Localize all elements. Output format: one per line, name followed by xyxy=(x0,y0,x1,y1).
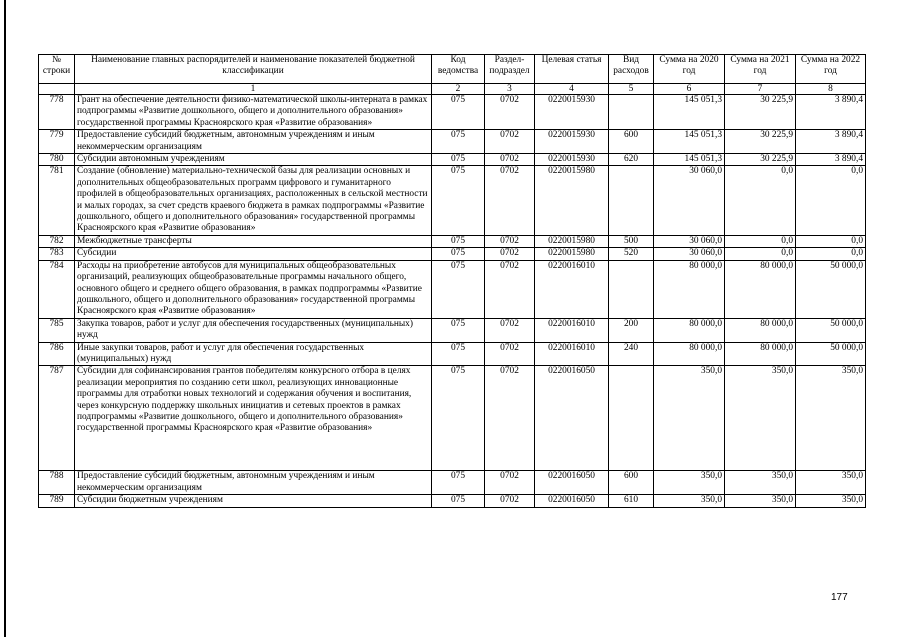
expense-kind: 610 xyxy=(609,495,654,507)
sum-2021: 80 000,0 xyxy=(725,342,796,366)
column-number: 5 xyxy=(609,84,654,95)
header-target-article: Целевая статья xyxy=(535,55,609,84)
dept-code: 075 xyxy=(432,235,485,247)
sum-2022: 50 000,0 xyxy=(796,318,866,342)
table-row xyxy=(39,260,866,318)
target-article: 0220016010 xyxy=(535,342,609,366)
header-sum-2021: Сумма на 2021 год xyxy=(725,55,796,84)
expense-kind: 600 xyxy=(609,130,654,154)
sum-2022: 0,0 xyxy=(796,166,866,235)
sum-2020: 30 060,0 xyxy=(654,166,725,235)
header-sum-2020: Сумма на 2020 год xyxy=(654,55,725,84)
section-code: 0702 xyxy=(485,130,535,154)
dept-code: 075 xyxy=(432,260,485,318)
sum-2020: 145 051,3 xyxy=(654,154,725,166)
section-code: 0702 xyxy=(485,166,535,235)
sum-2022: 0,0 xyxy=(796,248,866,260)
row-name: Предоставление субсидий бюджетным, автономным учреждениям и иным некоммерческим организациям xyxy=(75,130,432,154)
expense-kind: 600 xyxy=(609,471,654,495)
row-name: Предоставление субсидий бюджетным, автономным учреждениям и иным некоммерческим организациям xyxy=(75,471,432,495)
expense-kind: 500 xyxy=(609,235,654,247)
row-name: Создание (обновление) материально-технической базы для реализации основных и дополнительных общеобразовательных программ цифрового и гуманитарного профилей в общеобразовательных организациях, расположенных в сельской местности и малых городах, за счет средств краевого бюджета в рамках подпрограммы «Развитие дошкольного, общего и дополнительного образования» государственной программы Красноярского края «Развитие образования» xyxy=(75,166,432,235)
row-number: 779 xyxy=(39,130,75,154)
table-row xyxy=(39,166,866,235)
table-row xyxy=(39,95,866,130)
dept-code: 075 xyxy=(432,318,485,342)
column-number: 7 xyxy=(725,84,796,95)
sum-2021: 0,0 xyxy=(725,235,796,247)
dept-code: 075 xyxy=(432,366,485,471)
sum-2020: 350,0 xyxy=(654,495,725,507)
section-code: 0702 xyxy=(485,248,535,260)
section-code: 0702 xyxy=(485,235,535,247)
row-number: 786 xyxy=(39,342,75,366)
table-row xyxy=(39,471,866,495)
table-row xyxy=(39,318,866,342)
sum-2022: 3 890,4 xyxy=(796,95,866,130)
target-article: 0220015980 xyxy=(535,235,609,247)
target-article: 0220016010 xyxy=(535,318,609,342)
row-name: Иные закупки товаров, работ и услуг для обеспечения государственных (муниципальных) нужд xyxy=(75,342,432,366)
section-code: 0702 xyxy=(485,95,535,130)
row-number: 784 xyxy=(39,260,75,318)
column-number: 8 xyxy=(796,84,866,95)
expense-kind: 620 xyxy=(609,154,654,166)
target-article: 0220015930 xyxy=(535,130,609,154)
target-article: 0220015980 xyxy=(535,166,609,235)
row-name: Расходы на приобретение автобусов для муниципальных общеобразовательных организаций, реализующих общеобразовательные программы начального общего, основного общего и среднего общего образования, в рамках подпрограммы «Развитие дошкольного, общего и дополнительного образования» государственной программы Красноярского края «Развитие образования» xyxy=(75,260,432,318)
dept-code: 075 xyxy=(432,248,485,260)
column-number: 3 xyxy=(485,84,535,95)
row-number: 783 xyxy=(39,248,75,260)
header-name: Наименование главных распорядителей и наименование показателей бюджетной классификации xyxy=(75,55,432,84)
sum-2022: 50 000,0 xyxy=(796,260,866,318)
budget-table xyxy=(38,54,866,508)
target-article: 0220016010 xyxy=(535,260,609,318)
sum-2021: 80 000,0 xyxy=(725,318,796,342)
row-number: 782 xyxy=(39,235,75,247)
dept-code: 075 xyxy=(432,166,485,235)
expense-kind xyxy=(609,95,654,130)
expense-kind: 200 xyxy=(609,318,654,342)
expense-kind xyxy=(609,166,654,235)
sum-2021: 30 225,9 xyxy=(725,130,796,154)
sum-2022: 350,0 xyxy=(796,471,866,495)
sum-2022: 350,0 xyxy=(796,366,866,471)
dept-code: 075 xyxy=(432,471,485,495)
dept-code: 075 xyxy=(432,342,485,366)
row-name: Грант на обеспечение деятельности физико-математической школы-интерната в рамках подпрограммы «Развитие дошкольного, общего и дополнительного образования» государственной программы Красноярского края «Развитие образования» xyxy=(75,95,432,130)
sum-2020: 30 060,0 xyxy=(654,235,725,247)
target-article: 0220016050 xyxy=(535,495,609,507)
sum-2021: 350,0 xyxy=(725,495,796,507)
table-row xyxy=(39,248,866,260)
column-number xyxy=(39,84,75,95)
sum-2021: 80 000,0 xyxy=(725,260,796,318)
section-code: 0702 xyxy=(485,318,535,342)
column-number: 2 xyxy=(432,84,485,95)
table-header-row xyxy=(39,55,866,84)
column-number: 4 xyxy=(535,84,609,95)
target-article: 0220015930 xyxy=(535,95,609,130)
sum-2022: 50 000,0 xyxy=(796,342,866,366)
header-sum-2022: Сумма на 2022 год xyxy=(796,55,866,84)
table-row xyxy=(39,366,866,471)
row-number: 780 xyxy=(39,154,75,166)
expense-kind: 240 xyxy=(609,342,654,366)
sum-2021: 30 225,9 xyxy=(725,95,796,130)
section-code: 0702 xyxy=(485,260,535,318)
row-name: Субсидии для софинансирования грантов победителям конкурсного отбора в целях реализации мероприятия по созданию сети школ, реализующих инновационные программы для отработки новых технологий и содержания обучения и воспитания, через конкурсную поддержку школьных инициатив и сетевых проектов в рамках подпрограммы «Развитие дошкольного, общего и дополнительного образования» государственной программы Красноярского края «Развитие образования» xyxy=(75,366,432,471)
sum-2022: 3 890,4 xyxy=(796,130,866,154)
table-row xyxy=(39,342,866,366)
expense-kind: 520 xyxy=(609,248,654,260)
row-number: 787 xyxy=(39,366,75,471)
row-number: 785 xyxy=(39,318,75,342)
dept-code: 075 xyxy=(432,95,485,130)
section-code: 0702 xyxy=(485,154,535,166)
column-number: 6 xyxy=(654,84,725,95)
sum-2020: 80 000,0 xyxy=(654,342,725,366)
sum-2022: 3 890,4 xyxy=(796,154,866,166)
sum-2022: 350,0 xyxy=(796,495,866,507)
section-code: 0702 xyxy=(485,495,535,507)
header-section: Раздел-подраздел xyxy=(485,55,535,84)
target-article: 0220016050 xyxy=(535,471,609,495)
target-article: 0220016050 xyxy=(535,366,609,471)
target-article: 0220015980 xyxy=(535,248,609,260)
row-name: Субсидии бюджетным учреждениям xyxy=(75,495,432,507)
sum-2021: 350,0 xyxy=(725,366,796,471)
target-article: 0220015930 xyxy=(535,154,609,166)
sum-2021: 0,0 xyxy=(725,248,796,260)
row-number: 788 xyxy=(39,471,75,495)
sum-2020: 350,0 xyxy=(654,471,725,495)
row-name: Закупка товаров, работ и услуг для обеспечения государственных (муниципальных) нужд xyxy=(75,318,432,342)
section-code: 0702 xyxy=(485,366,535,471)
row-number: 781 xyxy=(39,166,75,235)
sum-2020: 350,0 xyxy=(654,366,725,471)
binder-edge-line xyxy=(4,0,6,637)
sum-2020: 145 051,3 xyxy=(654,95,725,130)
row-name: Субсидии xyxy=(75,248,432,260)
header-expense-kind: Вид расходов xyxy=(609,55,654,84)
table-row xyxy=(39,154,866,166)
row-number: 789 xyxy=(39,495,75,507)
page-number: 177 xyxy=(831,592,848,603)
header-row-number: № строки xyxy=(39,55,75,84)
sum-2020: 80 000,0 xyxy=(654,318,725,342)
sum-2021: 0,0 xyxy=(725,166,796,235)
column-numbers-row xyxy=(39,84,866,95)
sum-2020: 30 060,0 xyxy=(654,248,725,260)
expense-kind xyxy=(609,366,654,471)
sum-2020: 145 051,3 xyxy=(654,130,725,154)
row-name: Межбюджетные трансферты xyxy=(75,235,432,247)
row-number: 778 xyxy=(39,95,75,130)
section-code: 0702 xyxy=(485,342,535,366)
sum-2022: 0,0 xyxy=(796,235,866,247)
row-name: Субсидии автономным учреждениям xyxy=(75,154,432,166)
table-row xyxy=(39,235,866,247)
dept-code: 075 xyxy=(432,495,485,507)
sum-2021: 350,0 xyxy=(725,471,796,495)
expense-kind xyxy=(609,260,654,318)
dept-code: 075 xyxy=(432,130,485,154)
table-row xyxy=(39,495,866,507)
sum-2020: 80 000,0 xyxy=(654,260,725,318)
dept-code: 075 xyxy=(432,154,485,166)
section-code: 0702 xyxy=(485,471,535,495)
column-number: 1 xyxy=(75,84,432,95)
table-row xyxy=(39,130,866,154)
header-dept-code: Код ведомства xyxy=(432,55,485,84)
sum-2021: 30 225,9 xyxy=(725,154,796,166)
